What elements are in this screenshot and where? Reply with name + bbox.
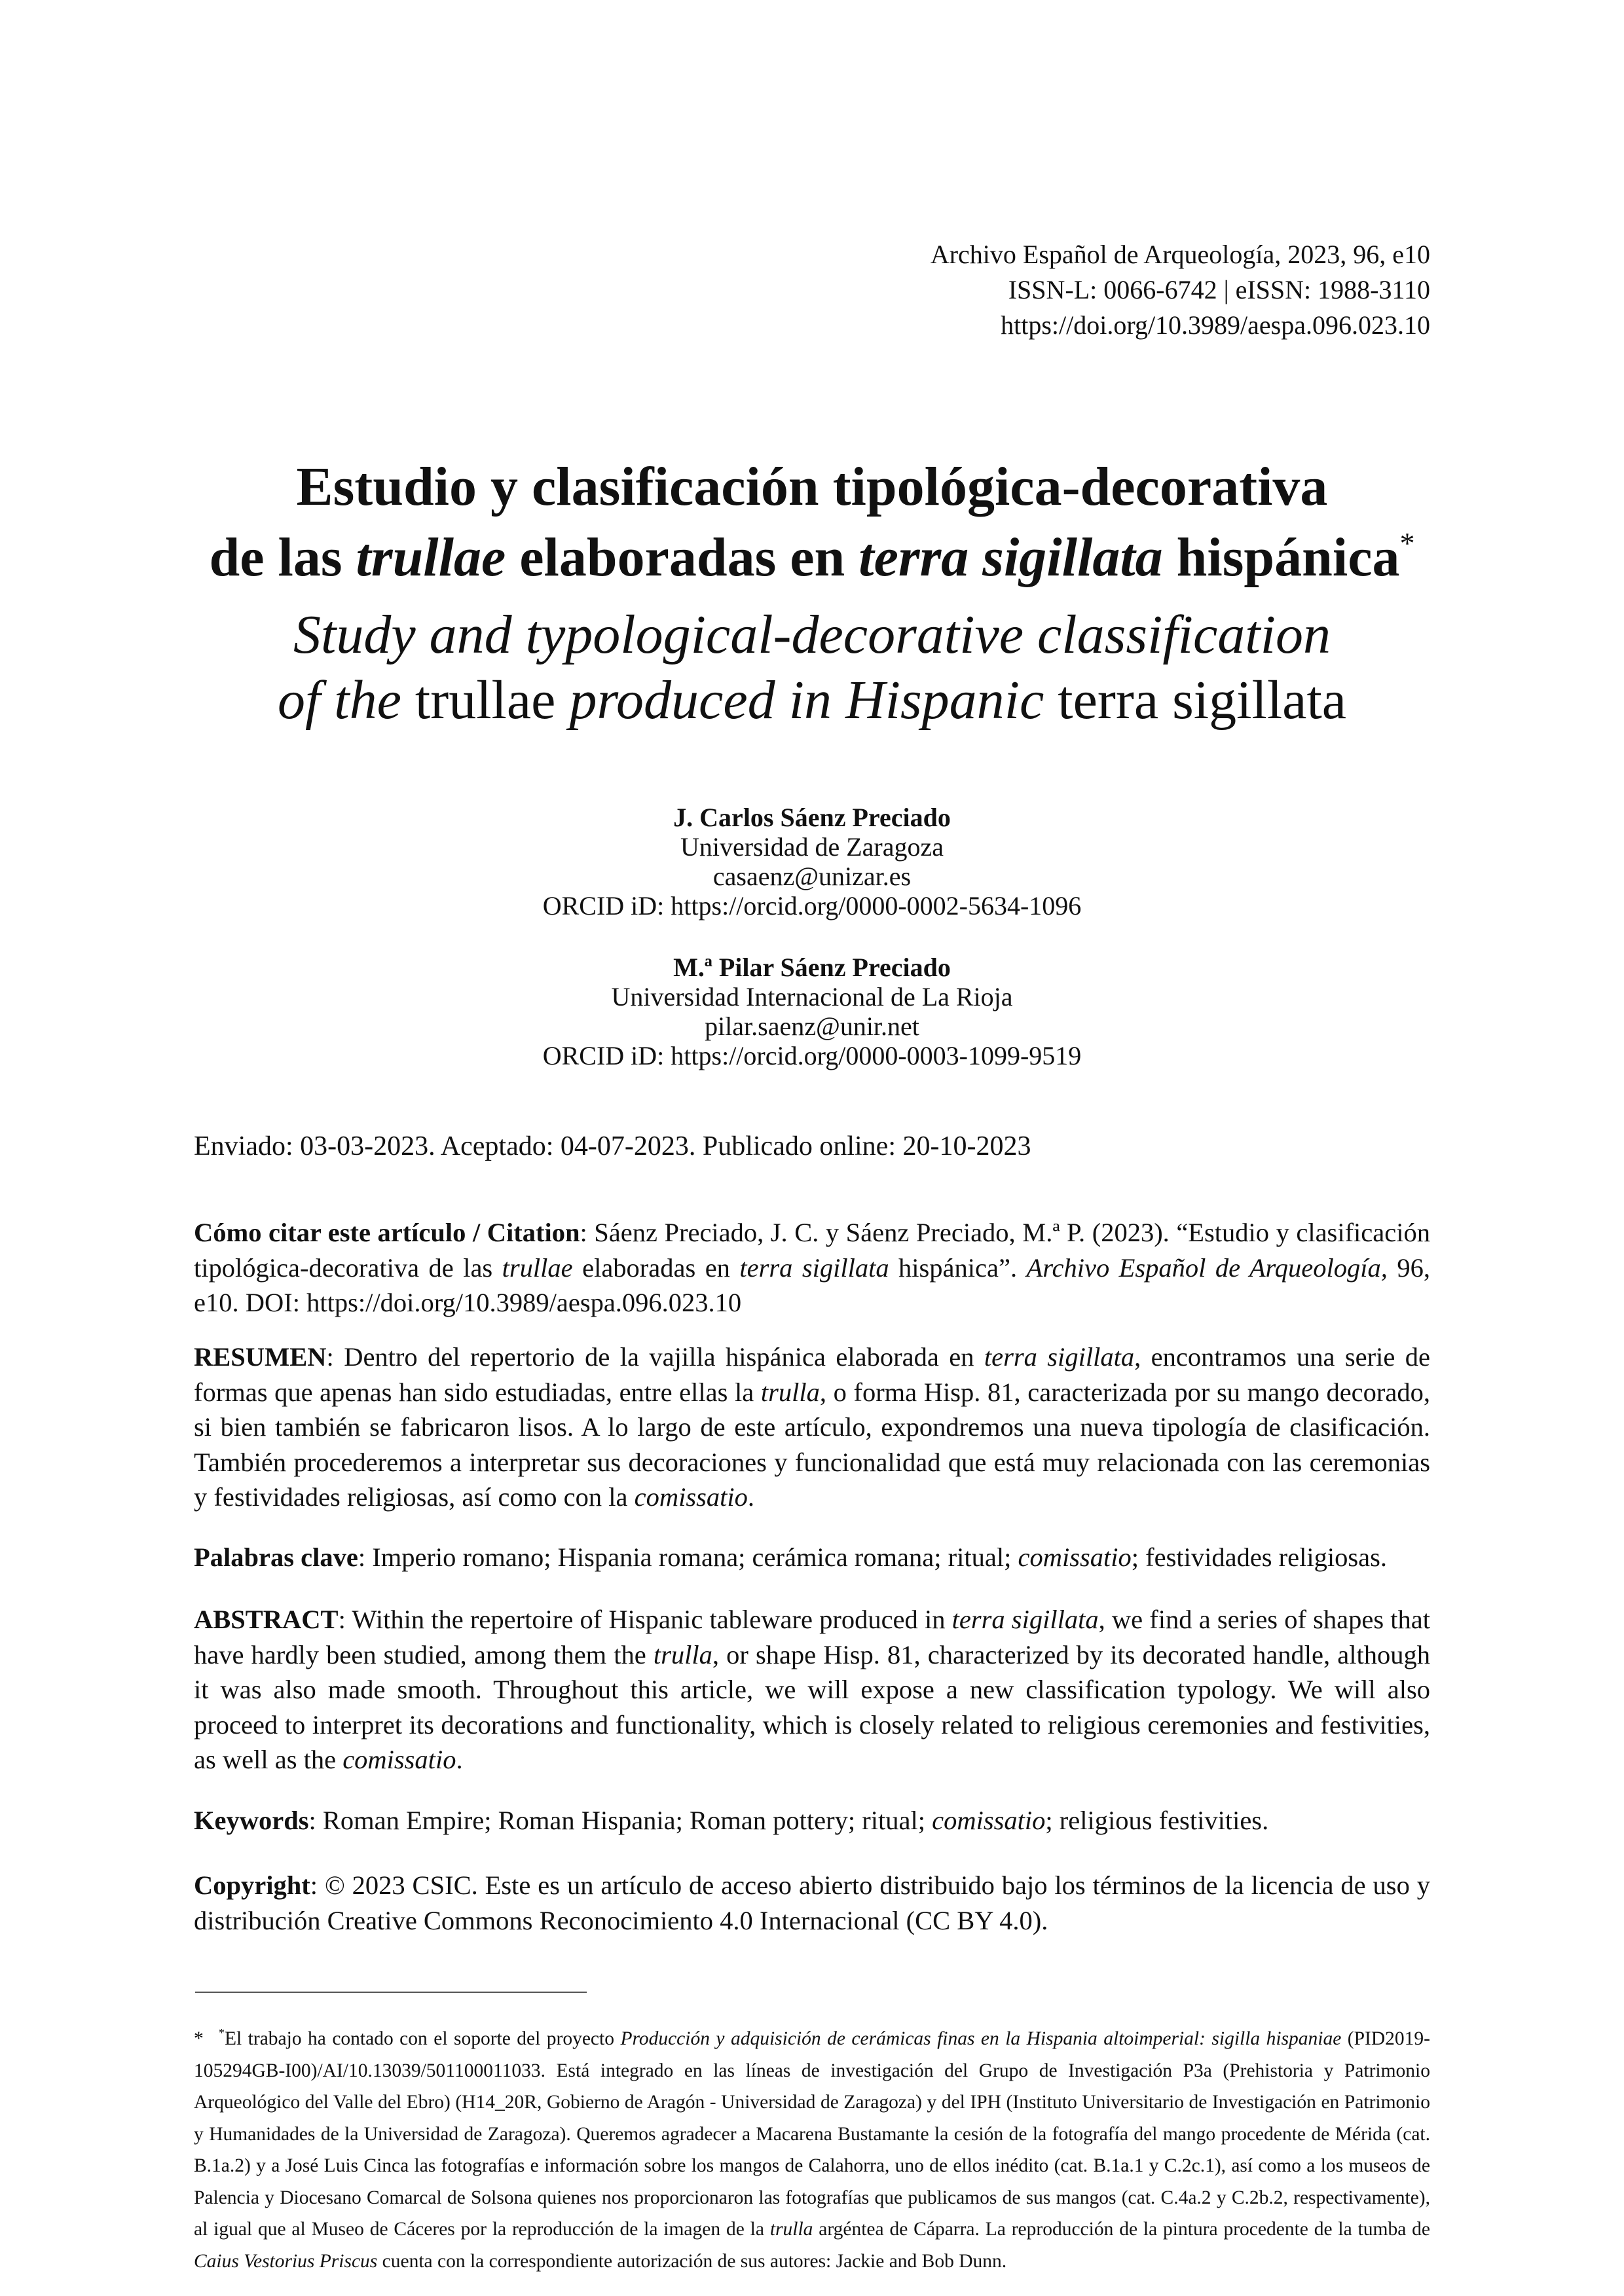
abstract-text: . — [456, 1745, 463, 1774]
resumen-label: RESUMEN — [194, 1342, 327, 1372]
abstract-italic: trulla — [653, 1639, 712, 1669]
abstract-text: : Within the repertoire of Hispanic tableware produced in — [338, 1605, 952, 1634]
resumen-text: , o forma Hisp. 81, caracterizada por su mango decorado, si bien también se fabricaron lisos. A lo largo de este artículo, expondremos una nueva tipología de clasificación. También procederemos a interpretar sus decoraciones y funcionalidad que está muy relacionada con las ceremonias y festividades religiosas, así como con la — [194, 1377, 1430, 1512]
title-text: terra sigillata — [1044, 670, 1347, 731]
title-text: de las — [209, 527, 356, 588]
abstract-paragraph — [194, 1602, 1430, 1777]
citation-italic: trullae — [502, 1252, 573, 1283]
title-english — [194, 602, 1430, 733]
issn-line: ISSN-L: 0066-6742 | eISSN: 1988-3110 — [1008, 275, 1430, 304]
footnote-marker: * — [194, 2028, 204, 2049]
abstract-text: , or shape Hisp. 81, characterized by its decorated handle, although it was also made smooth. Throughout this article, we will expose a new classification typology. We will also proceed to interpret its decorations and functionality, which is closely related to religious ceremonies and festivities, as well as the — [194, 1639, 1430, 1774]
title-italic: Study and typological-decorative classification — [293, 604, 1331, 665]
footnote — [194, 2023, 1430, 2277]
footnote-superscript: * — [219, 2026, 225, 2039]
resumen-text: , encontramos una serie de formas que apenas han sido estudiadas, entre ellas la — [194, 1342, 1430, 1407]
title-block — [194, 452, 1430, 733]
title-english-line-1 — [194, 602, 1430, 668]
title-spanish — [194, 452, 1430, 593]
footnote-divider — [195, 1992, 587, 1993]
copyright-label: Copyright — [194, 1870, 310, 1900]
author-orcid[interactable]: ORCID iD: https://orcid.org/0000-0002-5634-1096 — [542, 891, 1082, 920]
author-email[interactable]: casaenz@unizar.es — [712, 862, 912, 891]
title-italic: terra sigillata — [858, 527, 1163, 588]
citation-journal: Archivo Español de Arqueología, — [1026, 1252, 1388, 1283]
author-name: J. Carlos Sáenz Preciado — [673, 803, 951, 832]
footnote-text: El trabajo ha contado con el soporte del proyecto — [225, 2028, 621, 2049]
author-orcid[interactable]: ORCID iD: https://orcid.org/0000-0003-1099-9519 — [542, 1041, 1082, 1070]
citation-italic: terra sigillata — [739, 1252, 889, 1283]
palabras-clave-label: Palabras clave — [194, 1542, 358, 1572]
footnote-marker[interactable]: * — [1399, 526, 1415, 560]
abstract-text: , we find a series of shapes that have hardly been studied, among them the — [194, 1605, 1431, 1669]
author-email[interactable]: pilar.saenz@unir.net — [705, 1011, 919, 1041]
footnote-text: (PID2019-105294GB-I00)/AI/10.13039/501100011033. Está integrado en las líneas de investigación del Grupo de Investigación P3a (Prehistoria y Patrimonio Arqueológico del Valle del Ebro) (H14_20R, Gobierno de Aragón - Universidad de Zaragoza) y del IPH (Instituto Universitario de Investigación en Patrimonio y Humanidades de la Universidad de Zaragoza). Queremos agradecer a Macarena Bustamante la cesión de la fotografía del mango procedente de Mérida (cat. B.1a.2) y a José Luis Cinca las fotografías e información sobre los mangos de Calahorra, uno de ellos inédito (cat. B.1a.1 y C.2c.1), así como a los museos de Palencia y Diocesano Comarcal de Solsona quienes nos proporcionaron las fotografías que publicamos de sus mangos (cat. C.4a.2 y C.2b.2, respectivamente), al igual que al Museo de Cáceres por la reproducción de la imagen de la — [194, 2028, 1430, 2240]
journal-header — [931, 237, 1430, 343]
author-affiliation: Universidad de Zaragoza — [680, 832, 944, 862]
keywords-label: Keywords — [194, 1806, 309, 1835]
authors-block — [194, 803, 1430, 1102]
abstract-label: ABSTRACT — [194, 1605, 339, 1634]
citation-paragraph — [194, 1215, 1430, 1321]
title-italic: produced in Hispanic — [569, 670, 1044, 731]
author-1 — [194, 803, 1430, 920]
keywords-paragraph — [194, 1803, 1430, 1838]
footnote-text: argéntea de Cáparra. La reproducción de la pintura procedente de la tumba de — [813, 2219, 1430, 2240]
citation-text: hispánica”. — [889, 1252, 1027, 1283]
citation-doi[interactable]: 96, e10. DOI: https://doi.org/10.3989/aespa.096.023.10 — [194, 1252, 1430, 1317]
author-name: M.ª Pilar Sáenz Preciado — [673, 953, 951, 982]
resumen-italic: trulla — [760, 1377, 820, 1407]
footnote-italic: Caius Vestorius Priscus — [194, 2250, 378, 2272]
keywords-italic: comissatio — [932, 1806, 1046, 1835]
title-text: trullae — [401, 670, 570, 731]
palabras-clave-text: : Imperio romano; Hispania romana; cerámica romana; ritual; — [358, 1542, 1018, 1572]
title-spanish-line-1: Estudio y clasificación tipológica-decorativa — [296, 456, 1328, 517]
resumen-italic: terra sigillata — [984, 1342, 1135, 1372]
keywords-text: ; religious festivities. — [1045, 1806, 1269, 1835]
palabras-clave-text: ; festividades religiosas. — [1131, 1542, 1388, 1572]
resumen-paragraph — [194, 1339, 1430, 1515]
copyright-text: : © 2023 CSIC. Este es un artículo de acceso abierto distribuido bajo los términos de la licencia de uso y distribución Creative Commons Reconocimiento 4.0 Internacional (CC BY 4.0). — [194, 1870, 1430, 1935]
footnote-text: cuenta con la correspondiente autorización de sus autores: Jackie and Bob Dunn. — [377, 2250, 1007, 2272]
footnote-italic: trulla — [769, 2219, 813, 2240]
abstract-italic: terra sigillata — [951, 1605, 1099, 1634]
citation-label: Cómo citar este artículo / Citation — [194, 1218, 580, 1247]
citation-text: elaboradas en — [572, 1252, 740, 1283]
title-english-line-2 — [194, 668, 1430, 733]
resumen-text: . — [747, 1482, 754, 1512]
author-affiliation: Universidad Internacional de La Rioja — [611, 982, 1013, 1011]
doi-link[interactable]: https://doi.org/10.3989/aespa.096.023.10 — [1001, 310, 1430, 340]
title-text: elaboradas en — [506, 527, 859, 588]
journal-citation-line: Archivo Español de Arqueología, 2023, 96, e10 — [930, 240, 1430, 269]
footnote-italic: Producción y adquisición de cerámicas finas en la Hispania altoimperial: sigilla hispaniae — [620, 2028, 1342, 2049]
title-italic: of the — [277, 670, 401, 731]
keywords-text: : Roman Empire; Roman Hispania; Roman pottery; ritual; — [308, 1806, 932, 1835]
palabras-clave-paragraph — [194, 1540, 1430, 1575]
copyright-paragraph — [194, 1868, 1430, 1938]
abstract-italic: comissatio — [342, 1745, 456, 1774]
submission-dates: Enviado: 03-03-2023. Aceptado: 04-07-2023. Publicado online: 20-10-2023 — [194, 1131, 1031, 1161]
title-text: hispánica — [1162, 527, 1400, 588]
resumen-italic: comissatio — [634, 1482, 748, 1512]
resumen-text: : Dentro del repertorio de la vajilla hispánica elaborada en — [326, 1342, 984, 1372]
title-italic: trullae — [356, 527, 506, 588]
title-spanish-line-2 — [194, 522, 1430, 593]
citation-text: : Sáenz Preciado, J. C. y Sáenz Preciado, M.ª P. (2023). “Estudio y clasificación tipológica-decorativa de las — [194, 1218, 1430, 1283]
palabras-clave-italic: comissatio — [1018, 1542, 1132, 1572]
author-2 — [194, 953, 1430, 1070]
